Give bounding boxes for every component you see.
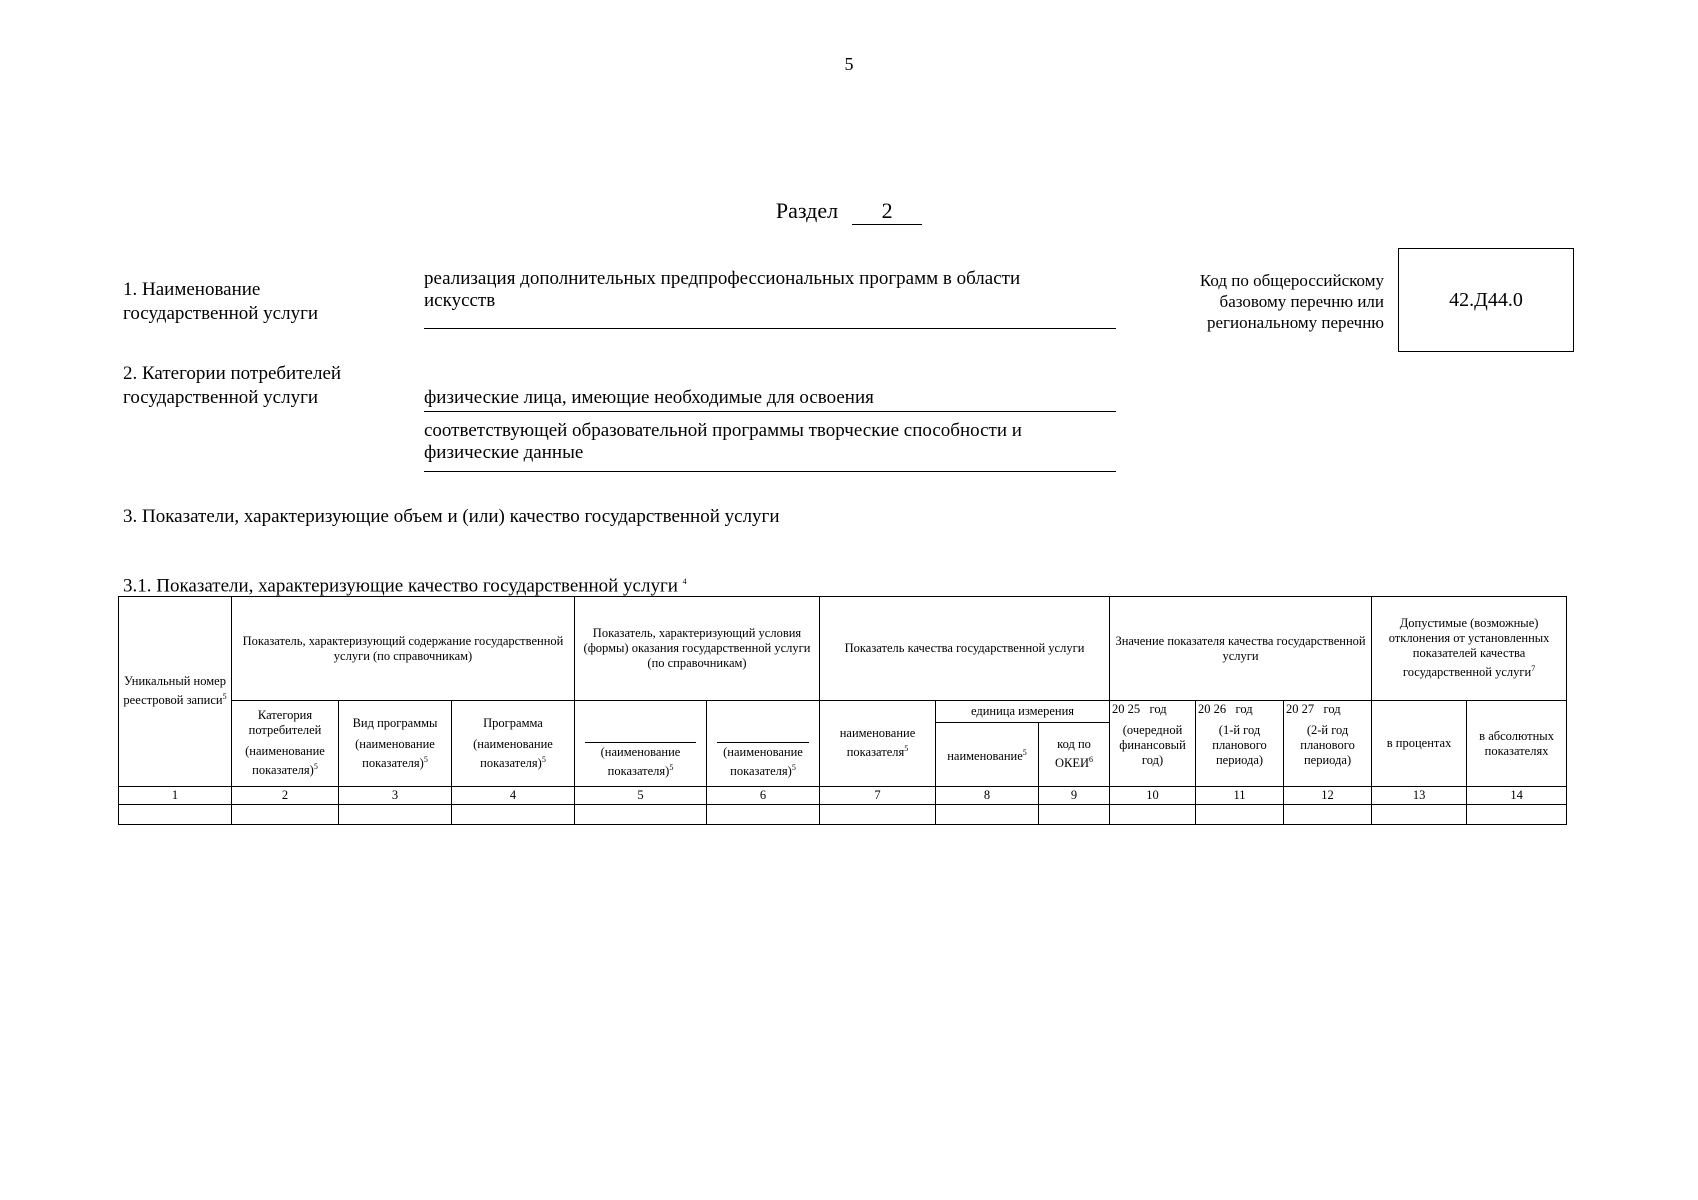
col-number: 10 (1110, 787, 1196, 805)
section-label: Раздел (775, 198, 839, 223)
col-number: 8 (936, 787, 1039, 805)
heading-3: 3. Показатели, характеризующие объем и (или) качество государственной услуги (123, 506, 780, 527)
table-cell (575, 805, 707, 825)
heading-3-1 (123, 570, 687, 598)
col-number: 11 (1196, 787, 1284, 805)
table-cell (707, 805, 820, 825)
consumers-value-block (424, 420, 1116, 472)
col-registry-number: Уникальный номер реестровой записи$^5$ (119, 597, 232, 787)
consumers-label: 2. Категории потребителей государственной услуги (123, 363, 342, 408)
col-number: 14 (1467, 787, 1567, 805)
group-quality: Показатель качества государственной услуги (820, 597, 1110, 701)
group-deviation: Допустимые (возможные) отклонения от установленных показателей качества государственной услуги$^7$ (1372, 597, 1567, 701)
col-year-2: 20 26 год (1-й год планового периода) (1196, 701, 1284, 787)
table-cell (232, 805, 339, 825)
col-number: 4 (452, 787, 575, 805)
table-cell (339, 805, 452, 825)
col-program: Программа (наименование показателя)$^5$ (452, 701, 575, 787)
col-consumer-category: Категория потребителей (наименование показателя)$^5$ (232, 701, 339, 787)
service-name-value (424, 268, 1116, 329)
consumers-line-2: соответствующей образовательной программы творческие способности и (424, 420, 1022, 441)
col-number: 1 (119, 787, 232, 805)
table-cell (119, 805, 232, 825)
code-value: 42.Д44.0 (1398, 248, 1574, 352)
col-quality-indicator-name: наименование показателя$^5$ (820, 701, 936, 787)
heading-3-1-note: 4 (682, 577, 687, 586)
table-cell (1039, 805, 1110, 825)
col-number: 9 (1039, 787, 1110, 805)
section-number: 2 (852, 198, 922, 225)
col-unit: единица измерения (936, 701, 1110, 723)
service-name-line-2: искусств (424, 290, 496, 311)
col-year-1: 20 25 год (очередной финансовый год) (1110, 701, 1196, 787)
col-number: 13 (1372, 787, 1467, 805)
col-number: 6 (707, 787, 820, 805)
col-condition-2: (наименование показателя)$^5$ (707, 701, 820, 787)
col-number: 2 (232, 787, 339, 805)
table-cell (1467, 805, 1567, 825)
service-name-line-1: реализация дополнительных предпрофессиональных программ в области (424, 268, 1021, 289)
col-year-3: 20 27 год (2-й год планового периода) (1284, 701, 1372, 787)
consumers-line-1: физические лица, имеющие необходимые для освоения (424, 387, 1116, 412)
table-cell (936, 805, 1039, 825)
page-number: 5 (844, 54, 854, 74)
service-name-label: 1. Наименование государственной услуги (123, 279, 319, 324)
section-heading (0, 198, 1698, 225)
col-unit-okei: код по ОКЕИ$^6$ (1039, 723, 1110, 787)
code-label: Код по общероссийскому базовому перечню или региональному перечню (1199, 271, 1384, 332)
col-number: 5 (575, 787, 707, 805)
table-cell (1372, 805, 1467, 825)
col-number: 12 (1284, 787, 1372, 805)
table-cell (820, 805, 936, 825)
col-program-type: Вид программы (наименование показателя)$^5$ (339, 701, 452, 787)
column-number-row (119, 787, 1567, 805)
table-cell (1196, 805, 1284, 825)
group-conditions: Показатель, характеризующий условия (формы) оказания государственной услуги (по справочникам) (575, 597, 820, 701)
col-condition-1: (наименование показателя)$^5$ (575, 701, 707, 787)
consumers-line-3: физические данные (424, 442, 584, 463)
table-cell (1284, 805, 1372, 825)
heading-3-1-text: 3.1. Показатели, характеризующие качество государственной услуги (123, 575, 678, 597)
table-cell (452, 805, 575, 825)
group-content: Показатель, характеризующий содержание государственной услуги (по справочникам) (232, 597, 575, 701)
table-row (119, 805, 1567, 825)
col-number: 7 (820, 787, 936, 805)
col-absolute: в абсолютных показателях (1467, 701, 1567, 787)
group-value: Значение показателя качества государственной услуги (1110, 597, 1372, 701)
quality-indicators-table (118, 596, 1567, 825)
col-unit-name: наименование$^5$ (936, 723, 1039, 787)
table-cell (1110, 805, 1196, 825)
col-percent: в процентах (1372, 701, 1467, 787)
col-number: 3 (339, 787, 452, 805)
